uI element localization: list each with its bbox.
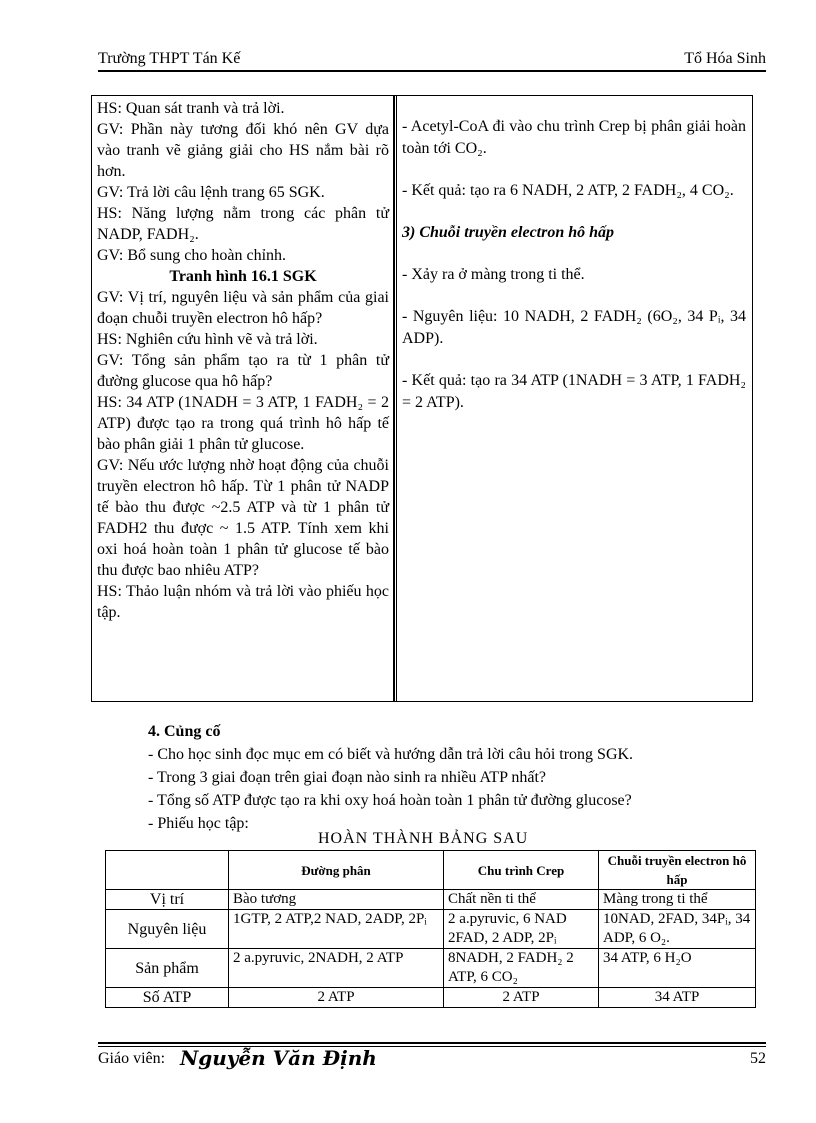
row-label: Số ATP [106, 988, 229, 1008]
table-cell: Chất nền ti thể [444, 890, 599, 910]
table-cell: 34 ATP, 6 H₂O [599, 949, 756, 988]
table-cell: Bào tương [229, 890, 444, 910]
content-paragraph: - Kết quả: tạo ra 34 ATP (1NADH = 3 ATP, 1 FADH₂ = 2 ATP). [402, 372, 746, 411]
footer-rule [98, 1042, 766, 1044]
section-item: - Tổng số ATP được tạo ra khi oxy hoá hoàn toàn 1 phân tử đường glucose? [148, 792, 632, 809]
activity-line: HS: 34 ATP (1NADH = 3 ATP, 1 FADH₂ = 2 ATP) được tạo ra trong quá trình hô hấp tế bào phân giải 1 phân tử glucose. [97, 394, 389, 453]
header-cell: Chu trình Crep [444, 851, 599, 890]
activity-line: HS: Nghiên cứu hình vẽ và trả lời. [97, 331, 318, 348]
content-paragraph: - Xảy ra ở màng trong ti thể. [402, 266, 585, 283]
worksheet-title: HOÀN THÀNH BẢNG SAU [318, 830, 529, 847]
teacher-student-activities [97, 98, 389, 623]
department-name: Tổ Hóa Sinh [684, 50, 766, 67]
school-name: Trường THPT Tán Kế [98, 50, 241, 67]
activity-line: GV: Bổ sung cho hoàn chỉnh. [97, 247, 287, 264]
section-item: - Cho học sinh đọc mục em có biết và hướng dẫn trả lời câu hỏi trong SGK. [148, 746, 634, 763]
table-cell: 2 ATP [229, 988, 444, 1008]
table-row [106, 910, 756, 949]
section-item: - Phiếu học tập: [148, 815, 249, 832]
header-cell: Chuỗi truyền electron hô hấp [599, 851, 756, 890]
activity-line: GV: Phần này tương đối khó nên GV dựa vào tranh vẽ giảng giải cho HS nắm bài rõ hơn. [97, 121, 389, 180]
teacher-signature: Nguyễn Văn Định [180, 1046, 377, 1070]
activity-line: HS: Thảo luận nhóm và trả lời vào phiếu học tập. [97, 583, 389, 621]
consolidation-section [148, 720, 768, 835]
page-header [98, 50, 766, 72]
content-paragraph: - Nguyên liệu: 10 NADH, 2 FADH₂ (6O₂, 34 Pᵢ, 34 ADP). [402, 308, 746, 347]
activity-line: GV: Vị trí, nguyên liệu và sản phẩm của giai đoạn chuỗi truyền electron hô hấp? [97, 289, 389, 327]
lesson-table [91, 95, 753, 702]
table-row [106, 949, 756, 988]
table-row [106, 890, 756, 910]
header-cell: Đường phân [229, 851, 444, 890]
table-cell: 2 a.pyruvic, 6 NAD 2FAD, 2 ADP, 2Pᵢ [444, 910, 599, 949]
section-heading: 3) Chuỗi truyền electron hô hấp [402, 224, 615, 241]
activity-line: GV: Nếu ước lượng nhờ hoạt động của chuỗi truyền electron hô hấp. Từ 1 phân tử NADP tế bào thu được ~2.5 ATP và từ 1 phân tử FADH2 thu được ~ 1.5 ATP. Tính xem khi oxi hoá hoàn toàn 1 phân tử glucose tế bào thu được bao nhiêu ATP? [97, 457, 389, 579]
figure-reference: Tranh hình 16.1 SGK [169, 268, 317, 285]
table-cell: 8NADH, 2 FADH₂ 2 ATP, 6 CO₂ [444, 949, 599, 988]
table-cell: 2 ATP [444, 988, 599, 1008]
row-label: Nguyên liệu [106, 910, 229, 949]
table-cell: 34 ATP [599, 988, 756, 1008]
table-cell: 2 a.pyruvic, 2NADH, 2 ATP [229, 949, 444, 988]
column-divider [396, 96, 397, 701]
activity-line: HS: Năng lượng nằm trong các phân tử NADP, FADH₂. [97, 205, 389, 243]
lesson-content [402, 116, 746, 414]
table-header-row [106, 851, 756, 890]
content-paragraph: - Acetyl-CoA đi vào chu trình Crep bị phân giải hoàn toàn tới CO₂. [402, 118, 746, 157]
section-title: 4. Củng cố [148, 723, 221, 740]
page-footer [98, 1046, 766, 1076]
page-number: 52 [750, 1050, 766, 1067]
header-cell [106, 851, 229, 890]
content-paragraph: - Kết quả: tạo ra 6 NADH, 2 ATP, 2 FADH₂, 4 CO₂. [402, 182, 734, 199]
table-cell: Màng trong ti thể [599, 890, 756, 910]
row-label: Vị trí [106, 890, 229, 910]
activity-line: GV: Trả lời câu lệnh trang 65 SGK. [97, 184, 325, 201]
activity-line: GV: Tổng sản phẩm tạo ra từ 1 phân tử đường glucose qua hô hấp? [97, 352, 389, 390]
teacher-label: Giáo viên: [98, 1050, 166, 1067]
table-cell: 1GTP, 2 ATP,2 NAD, 2ADP, 2Pᵢ [229, 910, 444, 949]
table-row [106, 988, 756, 1008]
worksheet-table [105, 850, 756, 1008]
table-cell: 10NAD, 2FAD, 34Pᵢ, 34 ADP, 6 O₂. [599, 910, 756, 949]
row-label: Sản phẩm [106, 949, 229, 988]
header-rule [98, 70, 766, 72]
column-divider [393, 96, 395, 701]
activity-line: HS: Quan sát tranh và trả lời. [97, 100, 285, 117]
section-item: - Trong 3 giai đoạn trên giai đoạn nào sinh ra nhiều ATP nhất? [148, 769, 547, 786]
